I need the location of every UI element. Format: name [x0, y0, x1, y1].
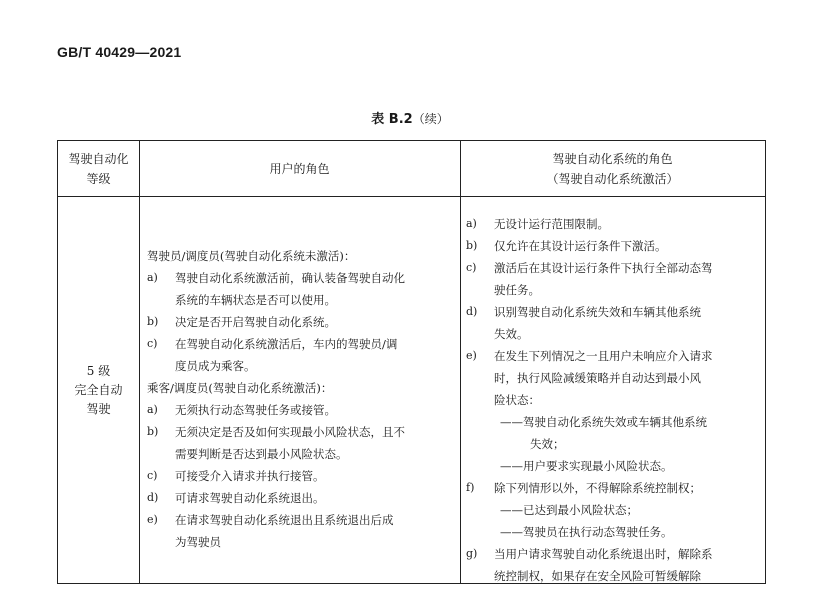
line-text: 可接受介入请求并执行接管。: [175, 469, 325, 483]
system-role-dash-line: [466, 499, 758, 521]
list-marker: c): [466, 261, 477, 274]
line-text: 无须执行动态驾驶任务或接管。: [175, 403, 336, 417]
level-line: 驾驶: [86, 401, 111, 416]
user-role-cont-line: [147, 355, 452, 377]
system-role-item-line: [466, 257, 758, 279]
line-text: 度员成为乘客。: [175, 359, 256, 373]
column-divider: [139, 141, 140, 583]
column-divider: [460, 141, 461, 583]
user-role-item-line: [147, 509, 452, 531]
line-text: ——已达到最小风险状态；: [500, 503, 638, 517]
list-marker: a): [466, 217, 477, 230]
user-role-cont-line: [147, 443, 452, 465]
user-role-item-line: [147, 421, 452, 443]
user-role-section-line: [147, 245, 452, 267]
system-role-item-line: [466, 345, 758, 367]
header-system-role-line: 驾驶自动化系统的角色: [552, 151, 673, 166]
line-text: 无须决定是否及如何实现最小风险状态，且不: [175, 425, 405, 439]
line-text: 无设计运行范围限制。: [494, 217, 609, 231]
line-text: 系统的车辆状态是否可以使用。: [175, 293, 336, 307]
roles-table: [57, 140, 766, 584]
user-role-section-line: [147, 377, 452, 399]
line-text: 可请求驾驶自动化系统退出。: [175, 491, 325, 505]
table-title-label: 表 B.2: [371, 112, 413, 127]
level-cell: [58, 197, 139, 583]
line-text: 激活后在其设计运行条件下执行全部动态驾: [494, 261, 713, 275]
system-role-cont-line: [466, 323, 758, 345]
line-text: 失效。: [494, 327, 529, 341]
system-role-cell: [466, 213, 758, 587]
system-role-cont-line: [466, 367, 758, 389]
list-marker: c): [147, 469, 158, 482]
list-marker: d): [147, 491, 159, 504]
table-title-continued: （续）: [412, 112, 449, 126]
system-role-dash-line: [466, 455, 758, 477]
list-marker: c): [147, 337, 158, 350]
list-marker: f): [466, 481, 475, 494]
system-role-cont-line: [466, 389, 758, 411]
line-text: 决定是否开启驾驶自动化系统。: [175, 315, 336, 329]
list-marker: d): [466, 305, 478, 318]
line-text: 险状态：: [494, 393, 540, 407]
user-role-cell: [147, 245, 452, 553]
line-text: 时，执行风险减缓策略并自动达到最小风: [494, 371, 701, 385]
list-marker: b): [147, 425, 159, 438]
line-text: ——驾驶自动化系统失效或车辆其他系统: [500, 415, 707, 429]
system-role-cont-line: [466, 565, 758, 587]
system-role-item-line: [466, 213, 758, 235]
list-marker: b): [147, 315, 159, 328]
user-role-item-line: [147, 487, 452, 509]
table-title: [0, 108, 820, 127]
standard-code: GB/T 40429—2021: [57, 44, 182, 60]
user-role-item-line: [147, 333, 452, 355]
line-text: 识别驾驶自动化系统失效和车辆其他系统: [494, 305, 701, 319]
system-role-item-line: [466, 477, 758, 499]
line-text: 为驾驶员: [175, 535, 221, 549]
line-text: 当用户请求驾驶自动化系统退出时，解除系: [494, 547, 713, 561]
user-role-cont-line: [147, 531, 452, 553]
line-text: 驾驶自动化系统激活前，确认装备驾驶自动化: [175, 271, 405, 285]
level-line: 5 级: [86, 363, 111, 378]
system-role-dashcont-line: [466, 433, 758, 455]
line-text: 驾驶员/调度员(驾驶自动化系统未激活)：: [147, 249, 356, 263]
header-level-line: 驾驶自动化: [68, 151, 129, 166]
header-user-role-text: 用户的角色: [269, 161, 330, 176]
line-text: 在请求驾驶自动化系统退出且系统退出后成: [175, 513, 394, 527]
line-text: 需要判断是否达到最小风险状态。: [175, 447, 348, 461]
system-role-item-line: [466, 301, 758, 323]
system-role-dash-line: [466, 521, 758, 543]
list-marker: g): [466, 547, 478, 560]
line-text: 失效；: [530, 437, 565, 451]
level-line: 完全自动: [74, 382, 123, 397]
header-level: [58, 141, 139, 196]
line-text: 除下列情形以外，不得解除系统控制权；: [494, 481, 701, 495]
list-marker: b): [466, 239, 478, 252]
line-text: 驶任务。: [494, 283, 540, 297]
user-role-item-line: [147, 267, 452, 289]
line-text: 在发生下列情况之一且用户未响应介入请求: [494, 349, 713, 363]
header-system-role: [460, 141, 765, 196]
header-system-role-line: （驾驶自动化系统激活）: [546, 171, 679, 186]
system-role-item-line: [466, 543, 758, 565]
line-text: 在驾驶自动化系统激活后，车内的驾驶员/调: [175, 337, 398, 351]
line-text: 统控制权，如果存在安全风险可暂缓解除: [494, 569, 701, 583]
header-level-line: 等级: [86, 171, 111, 186]
line-text: 仅允许在其设计运行条件下激活。: [494, 239, 667, 253]
list-marker: a): [147, 271, 158, 284]
header-user-role: [139, 141, 460, 196]
system-role-dash-line: [466, 411, 758, 433]
user-role-item-line: [147, 465, 452, 487]
line-text: ——驾驶员在执行动态驾驶任务。: [500, 525, 673, 539]
system-role-cont-line: [466, 279, 758, 301]
line-text: ——用户要求实现最小风险状态。: [500, 459, 673, 473]
user-role-item-line: [147, 311, 452, 333]
header-divider: [58, 196, 765, 197]
line-text: 乘客/调度员(驾驶自动化系统激活)：: [147, 381, 333, 395]
user-role-cont-line: [147, 289, 452, 311]
list-marker: e): [466, 349, 477, 362]
user-role-item-line: [147, 399, 452, 421]
list-marker: e): [147, 513, 158, 526]
system-role-item-line: [466, 235, 758, 257]
list-marker: a): [147, 403, 158, 416]
